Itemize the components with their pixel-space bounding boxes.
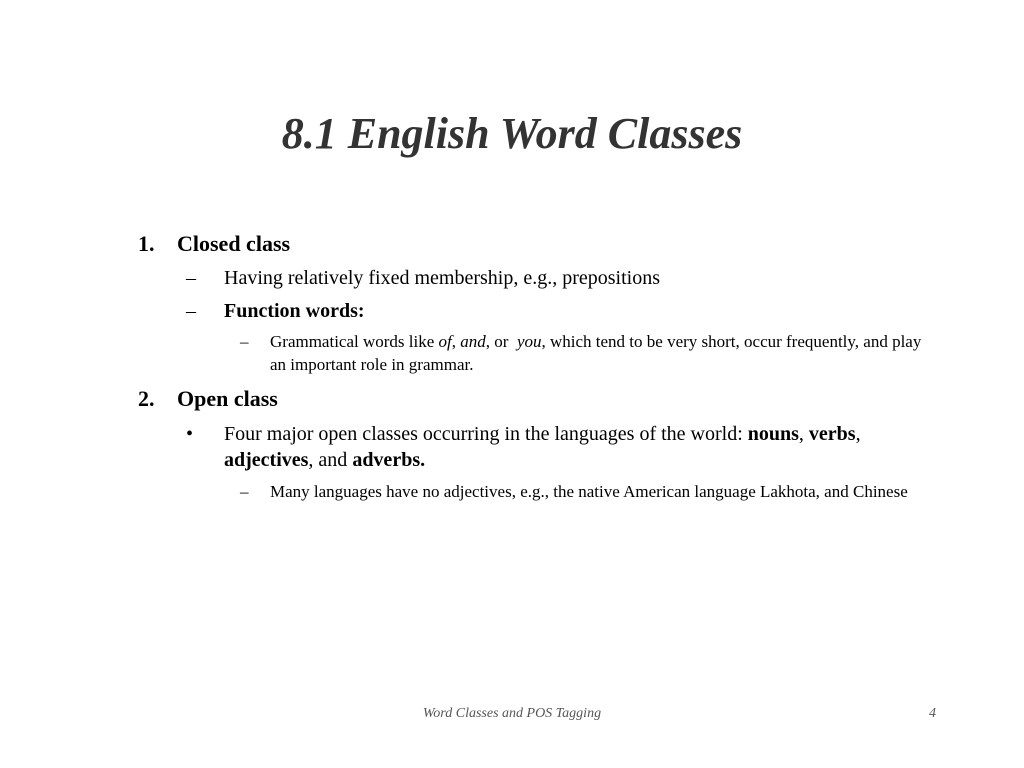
text-run: , bbox=[855, 423, 861, 445]
bullet-marker: • bbox=[186, 423, 194, 445]
dash-marker: – bbox=[240, 482, 249, 501]
item-heading: Closed class bbox=[177, 231, 291, 256]
slide-title: 8.1 English Word Classes bbox=[281, 109, 743, 158]
word-adverbs: adverbs. bbox=[352, 449, 426, 471]
subpoint-no-adjectives bbox=[240, 480, 930, 503]
text-run: , and bbox=[308, 449, 353, 471]
point-function-words bbox=[186, 298, 946, 324]
subpoint-text bbox=[270, 330, 930, 376]
point-open-classes bbox=[186, 421, 946, 473]
subpoint-text: Many languages have no adjectives, e.g., the native American language Lakhota, and Chinese bbox=[270, 482, 908, 501]
subpoint-grammatical-words bbox=[240, 330, 930, 376]
text-run: Four major open classes occurring in the languages of the world: bbox=[224, 423, 748, 445]
word-verbs: verbs bbox=[808, 423, 856, 445]
word-you: you bbox=[516, 332, 542, 351]
point-text: Function words: bbox=[224, 300, 365, 322]
item-open-class bbox=[138, 386, 278, 412]
dash-marker: – bbox=[240, 332, 249, 351]
text-run: , bbox=[798, 423, 809, 445]
word-of: of bbox=[438, 332, 452, 351]
item-closed-class bbox=[138, 231, 290, 257]
footer-title: Word Classes and POS Tagging bbox=[422, 706, 602, 721]
text-run: , which tend to be very short, occur frequently, and play an important role in grammar. bbox=[270, 332, 922, 374]
text-run: , bbox=[451, 332, 461, 351]
point-fixed-membership bbox=[186, 265, 946, 291]
point-text: Having relatively fixed membership, e.g., prepositions bbox=[224, 267, 661, 289]
dash-marker: – bbox=[186, 267, 196, 289]
word-and: and bbox=[460, 332, 486, 351]
item-number: 2. bbox=[138, 386, 155, 411]
word-adjectives: adjectives bbox=[224, 449, 309, 471]
dash-marker: – bbox=[186, 300, 196, 322]
item-heading: Open class bbox=[177, 386, 278, 411]
word-nouns: nouns bbox=[747, 423, 799, 445]
page-number: 4 bbox=[929, 706, 936, 721]
text-run: Grammatical words like bbox=[270, 332, 439, 351]
item-number: 1. bbox=[138, 231, 155, 256]
point-text bbox=[224, 421, 946, 473]
text-run: , or bbox=[485, 332, 517, 351]
